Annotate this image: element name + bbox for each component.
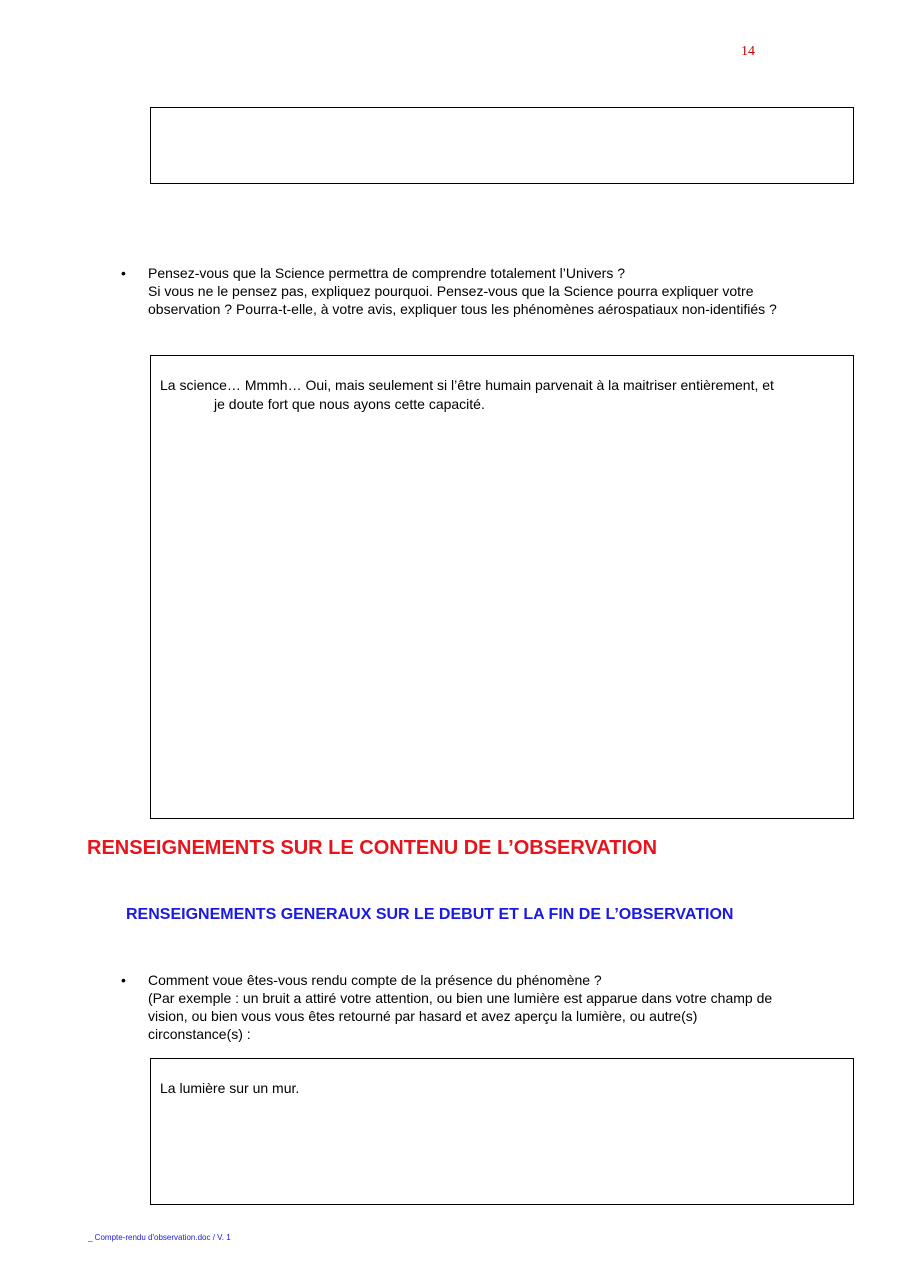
question-line: (Par exemple : un bruit a attiré votre attention, ou bien une lumière est apparue dans votre champ de	[148, 990, 773, 1006]
subsection-heading: RENSEIGNEMENTS GENERAUX SUR LE DEBUT ET LA FIN DE L’OBSERVATION	[126, 906, 734, 923]
answer-box-science	[150, 355, 854, 819]
answer-line: La science… Mmmh… Oui, mais seulement si l’être humain parvenait à la maitriser entièrement, et	[160, 377, 774, 393]
question-science-universe	[121, 264, 841, 318]
question-line: Comment voue êtes-vous rendu compte de la présence du phénomène ?	[148, 972, 602, 988]
page-number: 14	[741, 44, 755, 59]
question-line: circonstance(s) :	[148, 1026, 251, 1042]
question-line: Si vous ne le pensez pas, expliquez pourquoi. Pensez-vous que la Science pourra expliquer votre	[148, 283, 754, 299]
answer-text	[160, 376, 839, 414]
answer-line-indented: je doute fort que nous ayons cette capacité.	[214, 396, 485, 412]
section-heading: RENSEIGNEMENTS SUR LE CONTENU DE L’OBSERVATION	[87, 837, 658, 859]
bullet-icon: •	[121, 972, 126, 988]
question-line: Pensez-vous que la Science permettra de comprendre totalement l’Univers ?	[148, 265, 626, 281]
bullet-icon: •	[121, 265, 126, 281]
question-text	[148, 971, 841, 1043]
question-line: vision, ou bien vous vous êtes retourné par hasard et avez aperçu la lumière, ou autre(s)	[148, 1008, 698, 1024]
question-phenomenon-noticed	[121, 971, 841, 1043]
question-line: observation ? Pourra-t-elle, à votre avis, expliquer tous les phénomènes aérospatiaux non-identifiés ?	[148, 301, 777, 317]
question-text	[148, 264, 841, 318]
answer-box-phenomenon	[150, 1058, 854, 1205]
answer-text: La lumière sur un mur.	[160, 1080, 300, 1096]
answer-box-previous	[150, 107, 854, 184]
footer-filename: _ Compte-rendu d'observation.doc / V. 1	[88, 1233, 231, 1242]
